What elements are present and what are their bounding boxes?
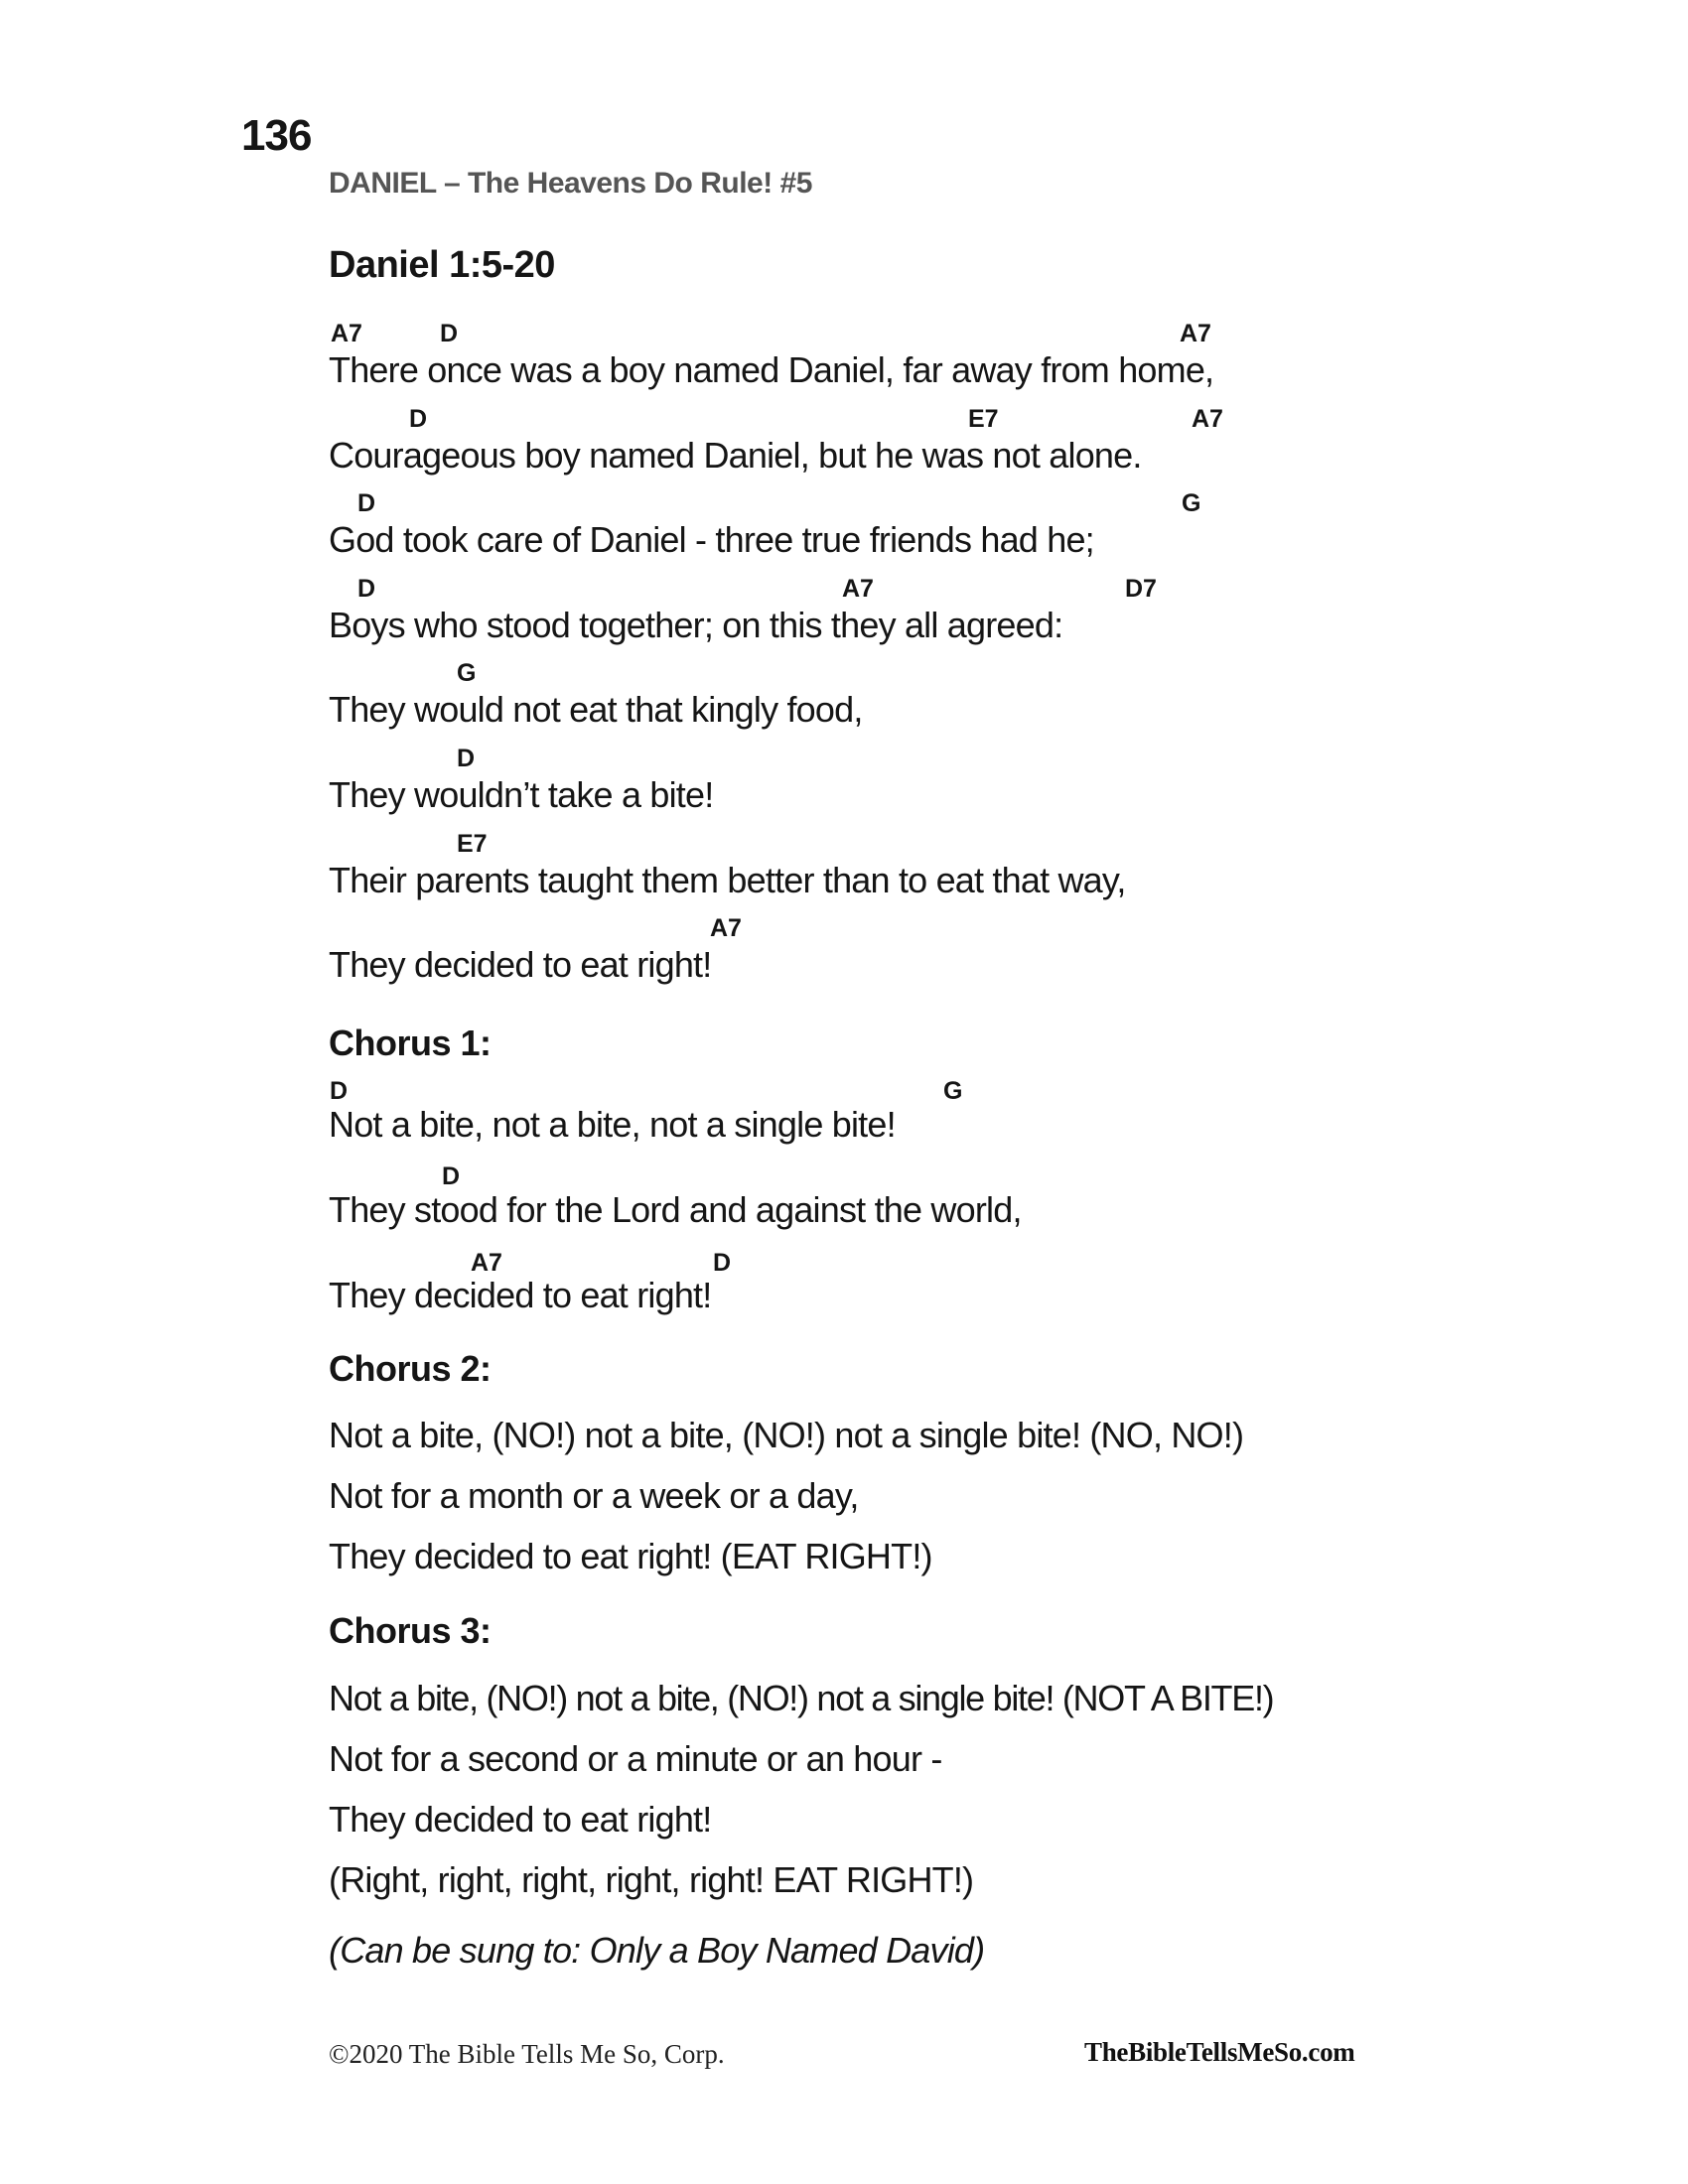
chord: D [442, 1162, 461, 1190]
chord: D7 [1125, 575, 1157, 603]
chord: A7 [1180, 320, 1211, 347]
chord: A7 [1192, 405, 1223, 433]
page-number: 136 [241, 111, 312, 160]
lyric-line: (Right, right, right, right, right! EAT RIGHT!) [329, 1859, 974, 1900]
song-subtitle: DANIEL – The Heavens Do Rule! #5 [329, 167, 812, 200]
lyric-line: Not a bite, (NO!) not a bite, (NO!) not a single bite! (NOT A BITE!) [329, 1678, 1274, 1718]
lyric-line: Not for a second or a minute or an hour - [329, 1738, 942, 1779]
chord: G [1182, 489, 1201, 517]
lyric-line: They stood for the Lord and against the world, [329, 1189, 1022, 1230]
chord: A7 [471, 1249, 502, 1277]
chorus-heading: Chorus 2: [329, 1348, 492, 1389]
lyric-line: They decided to eat right! [329, 1799, 712, 1840]
chorus-heading: Chorus 1: [329, 1023, 492, 1063]
chord: E7 [968, 405, 999, 433]
chord: D [357, 575, 376, 603]
copyright-text: ©2020 The Bible Tells Me So, Corp. [329, 2039, 725, 2069]
chord: D [713, 1249, 732, 1277]
chord: G [943, 1077, 963, 1105]
chord: D [330, 1077, 349, 1105]
lyric-line: Not for a month or a week or a day, [329, 1475, 859, 1516]
tune-note: (Can be sung to: Only a Boy Named David) [329, 1930, 985, 1971]
lyric-line: Boys who stood together; on this they all agreed: [329, 605, 1063, 645]
lyric-line: Their parents taught them better than to eat that way, [329, 860, 1126, 900]
chord: E7 [457, 830, 488, 858]
chord: G [457, 659, 477, 687]
lyric-line: There once was a boy named Daniel, far away from home, [329, 349, 1214, 390]
lyric-line: Courageous boy named Daniel, but he was not alone. [329, 435, 1142, 476]
chord: D [440, 320, 459, 347]
lyric-line: God took care of Daniel - three true friends had he; [329, 519, 1094, 560]
chorus-heading: Chorus 3: [329, 1610, 492, 1651]
chord: A7 [710, 914, 742, 942]
chord: D [457, 745, 476, 772]
lyric-line: Not a bite, not a bite, not a single bite! [329, 1104, 896, 1145]
chord: A7 [331, 320, 362, 347]
scripture-reference: Daniel 1:5-20 [329, 244, 555, 286]
chord: D [409, 405, 428, 433]
chord: D [357, 489, 376, 517]
lyric-line: Not a bite, (NO!) not a bite, (NO!) not a single bite! (NO, NO!) [329, 1415, 1244, 1455]
chord: A7 [842, 575, 874, 603]
website-link[interactable]: TheBibleTellsMeSo.com [1084, 2037, 1355, 2067]
lyric-line: They wouldn’t take a bite! [329, 774, 714, 815]
lyric-line: They decided to eat right! [329, 1275, 712, 1315]
lyric-line: They would not eat that kingly food, [329, 689, 863, 730]
lyric-line: They decided to eat right! [329, 944, 712, 985]
lyric-line: They decided to eat right! (EAT RIGHT!) [329, 1536, 932, 1576]
